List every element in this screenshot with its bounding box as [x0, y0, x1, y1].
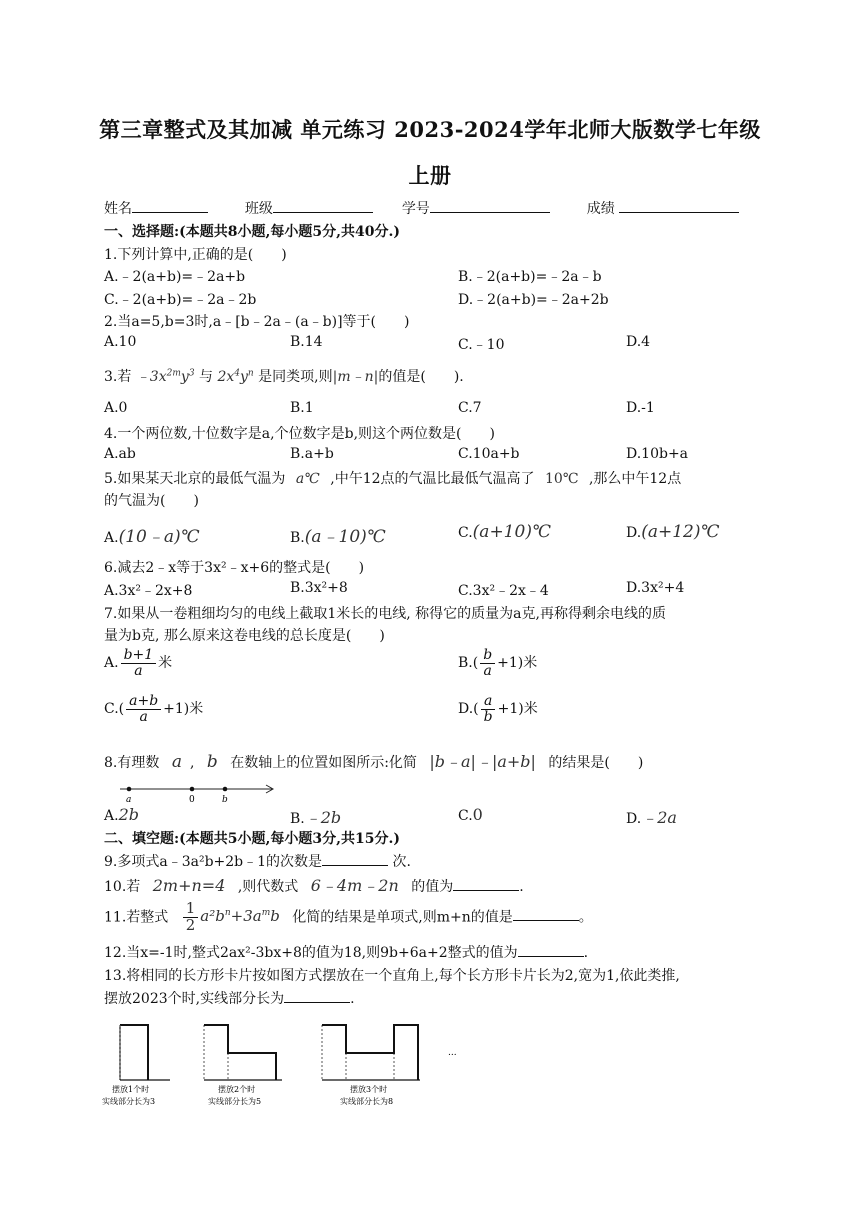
- title-line1: 第三章整式及其加减 单元练习 2023-2024学年北师大版数学七年级: [99, 117, 761, 142]
- name-blank[interactable]: [132, 198, 208, 213]
- case-2-caption-1: 摆放2个时: [218, 1085, 256, 1094]
- q5-temp-a: a℃: [295, 471, 320, 487]
- id-blank[interactable]: [430, 198, 550, 213]
- section1-heading: 一、选择题:(本题共8小题,每小题5分,共40分.): [104, 224, 401, 240]
- title-line2: 上册: [408, 163, 452, 188]
- score-label: 成绩: [586, 201, 615, 217]
- q5-mid: ,中午12点的气温比最低气温高了: [330, 471, 535, 487]
- name-label: 姓名: [104, 201, 132, 217]
- class-blank[interactable]: [273, 198, 373, 213]
- q5-stem-line2: 的气温为( ): [104, 493, 199, 509]
- case-1-caption-2: 实线部分长为3: [102, 1097, 156, 1106]
- case-3-caption-1: 摆放3个时: [350, 1085, 388, 1094]
- q3-term1: $﹣3x^{2m}y^3$: [135, 368, 195, 385]
- q3-pre: 3.若: [104, 369, 132, 385]
- q6-stem: 6.减去2﹣x等于3x²﹣x+6的整式是( ): [104, 560, 365, 576]
- case-2-caption-2: 实线部分长为5: [208, 1097, 262, 1106]
- q7-option-d[interactable]: D.( $\frac{a}{b}$ +1)米: [458, 693, 538, 725]
- q8-post: 的结果是( ): [548, 755, 644, 771]
- q2-option-c[interactable]: C.﹣10: [458, 337, 505, 353]
- q8-var-a: a: [171, 752, 182, 772]
- q12-answer-blank[interactable]: [518, 942, 584, 957]
- q4-option-b[interactable]: B.a+b: [290, 446, 334, 462]
- label-b: b: [222, 795, 228, 805]
- q11-answer-blank[interactable]: [513, 906, 579, 921]
- q5-pre: 5.如果某天北京的最低气温为: [104, 471, 286, 487]
- q9-answer-blank[interactable]: [322, 851, 388, 866]
- case-2-diagram: [204, 1025, 282, 1106]
- q5-option-b[interactable]: B.(a﹣10)℃: [290, 527, 386, 547]
- q12-stem: 12.当x=-1时,整式2ax²-3bx+8的值为18,则9b+6a+2整式的值为 .: [104, 942, 588, 962]
- q1-option-b[interactable]: B.﹣2(a+b)=﹣2a﹣b: [458, 269, 602, 285]
- q3-mid2: 是同类项,则: [258, 369, 333, 385]
- q3-term2: $2x^4y^n$: [217, 368, 254, 385]
- case-1-caption-1: 摆放1个时: [112, 1085, 150, 1094]
- q6-option-b[interactable]: B.3x²+8: [290, 580, 348, 596]
- q5-option-c[interactable]: C.(a+10)℃: [458, 522, 551, 542]
- q5-option-a[interactable]: A.(10﹣a)℃: [104, 527, 200, 547]
- q6-option-c[interactable]: C.3x²﹣2x﹣4: [458, 583, 549, 599]
- q1-option-c[interactable]: C.﹣2(a+b)=﹣2a﹣2b: [104, 292, 257, 308]
- id-label: 学号: [401, 201, 430, 217]
- q9-stem: 9.多项式a﹣3a²b+2b﹣1的次数是 次.: [104, 851, 411, 871]
- q11-stem: 11.若整式 $\frac{1}{2}$ $a^2b^n+3a^mb$ 化简的结果是单项式,则m+n的值是 。: [104, 899, 593, 934]
- q2-option-b[interactable]: B.14: [290, 334, 323, 350]
- q5-stem: [104, 468, 681, 488]
- q10-stem: 10.若 2m+n=4 ,则代数式 6﹣4m﹣2n 的值为 .: [104, 876, 524, 895]
- q8-pre: 8.有理数: [104, 755, 160, 771]
- q2-option-a[interactable]: A.10: [104, 334, 137, 350]
- q13-stem-line1: 13.将相同的长方形卡片按如图方式摆放在一个直角上,每个长方形卡片长为2,宽为1,依此类推,: [104, 968, 680, 984]
- q10-answer-blank[interactable]: [453, 876, 519, 891]
- q8-option-b[interactable]: B.﹣2b: [290, 808, 342, 827]
- q13-stem-line2: 摆放2023个时,实线部分长为 .: [104, 988, 355, 1008]
- q4-option-c[interactable]: C.10a+b: [458, 446, 520, 462]
- q5-option-d[interactable]: D.(a+12)℃: [626, 522, 720, 542]
- q8-option-a[interactable]: A.2b: [104, 805, 139, 824]
- q7-option-b[interactable]: B.( $\frac{b}{a}$ +1)米: [458, 647, 538, 679]
- q5-temp-10: 10℃: [545, 471, 579, 487]
- q11-expression: $\frac{1}{2}$ $a^2b^n+3a^mb$: [181, 907, 280, 925]
- q4-option-a[interactable]: A.ab: [104, 446, 136, 462]
- case-3-caption-2: 实线部分长为8: [340, 1097, 394, 1106]
- case-1-diagram: [102, 1025, 170, 1106]
- number-line-figure: [104, 779, 284, 805]
- q3-mid: 与: [199, 369, 213, 385]
- q4-stem: 4.一个两位数,十位数字是a,个位数字是b,则这个两位数是( ): [104, 426, 495, 442]
- point-b: [223, 787, 228, 792]
- q3-option-a[interactable]: A.0: [104, 400, 128, 416]
- q8-option-d[interactable]: D.﹣2a: [626, 808, 677, 827]
- card-arrangement-figure: [100, 1010, 480, 1110]
- q7-option-a[interactable]: A. $\frac{b+1}{a}$ 米: [104, 647, 173, 679]
- q2-option-d[interactable]: D.4: [626, 334, 651, 350]
- q3-post: 的值是( ).: [378, 369, 464, 385]
- q10-equation: 2m+n=4: [152, 876, 226, 895]
- q3-option-c[interactable]: C.7: [458, 400, 482, 416]
- q13-answer-blank[interactable]: [284, 988, 350, 1003]
- q8-var-b: b: [206, 752, 218, 772]
- q3-abs-expr: |m﹣n|: [332, 369, 379, 385]
- q6-option-d[interactable]: D.3x²+4: [626, 580, 685, 596]
- point-zero: [190, 787, 195, 792]
- q5-post: ,那么中午12点: [588, 471, 682, 487]
- section2-heading: 二、填空题:(本题共5小题,每小题3分,共15分.): [104, 831, 401, 847]
- continuation-dots: ...: [448, 1048, 457, 1058]
- class-label: 班级: [244, 201, 273, 217]
- q2-stem: 2.当a=5,b=3时,a﹣[b﹣2a﹣(a﹣b)]等于( ): [104, 314, 410, 330]
- point-a: [127, 787, 132, 792]
- q8-mid: 在数轴上的位置如图所示:化简: [230, 755, 417, 771]
- q3-option-d[interactable]: D.-1: [626, 400, 655, 416]
- label-zero: 0: [189, 795, 195, 805]
- student-info-row: [104, 198, 739, 218]
- q3-stem: [104, 366, 464, 386]
- q3-option-b[interactable]: B.1: [290, 400, 314, 416]
- q8-abs-expr: |b﹣a|﹣|a+b|: [429, 752, 536, 771]
- q6-option-a[interactable]: A.3x²﹣2x+8: [104, 583, 193, 599]
- q1-option-a[interactable]: A.﹣2(a+b)=﹣2a+b: [104, 269, 246, 285]
- q1-option-d[interactable]: D.﹣2(a+b)=﹣2a+2b: [458, 292, 609, 308]
- q8-stem: 8.有理数 a , b 在数轴上的位置如图所示:化简 |b﹣a|﹣|a+b| 的结果是( ): [104, 752, 644, 772]
- q10-expression: 6﹣4m﹣2n: [310, 876, 399, 895]
- label-a: a: [126, 795, 132, 805]
- q7-stem-line1: 7.如果从一卷粗细均匀的电线上截取1米长的电线, 称得它的质量为a克,再称得剩余电线的质: [104, 606, 666, 622]
- case-3-diagram: [322, 1025, 420, 1106]
- q7-stem-line2: 量为b克, 那么原来这卷电线的总长度是( ): [104, 628, 385, 644]
- q4-option-d[interactable]: D.10b+a: [626, 446, 689, 462]
- score-blank[interactable]: [619, 198, 739, 213]
- q8-option-c[interactable]: C.0: [458, 805, 483, 824]
- q1-stem: 1.下列计算中,正确的是( ): [104, 247, 287, 263]
- q7-option-c[interactable]: C.( $\frac{a+b}{a}$ +1)米: [104, 693, 204, 725]
